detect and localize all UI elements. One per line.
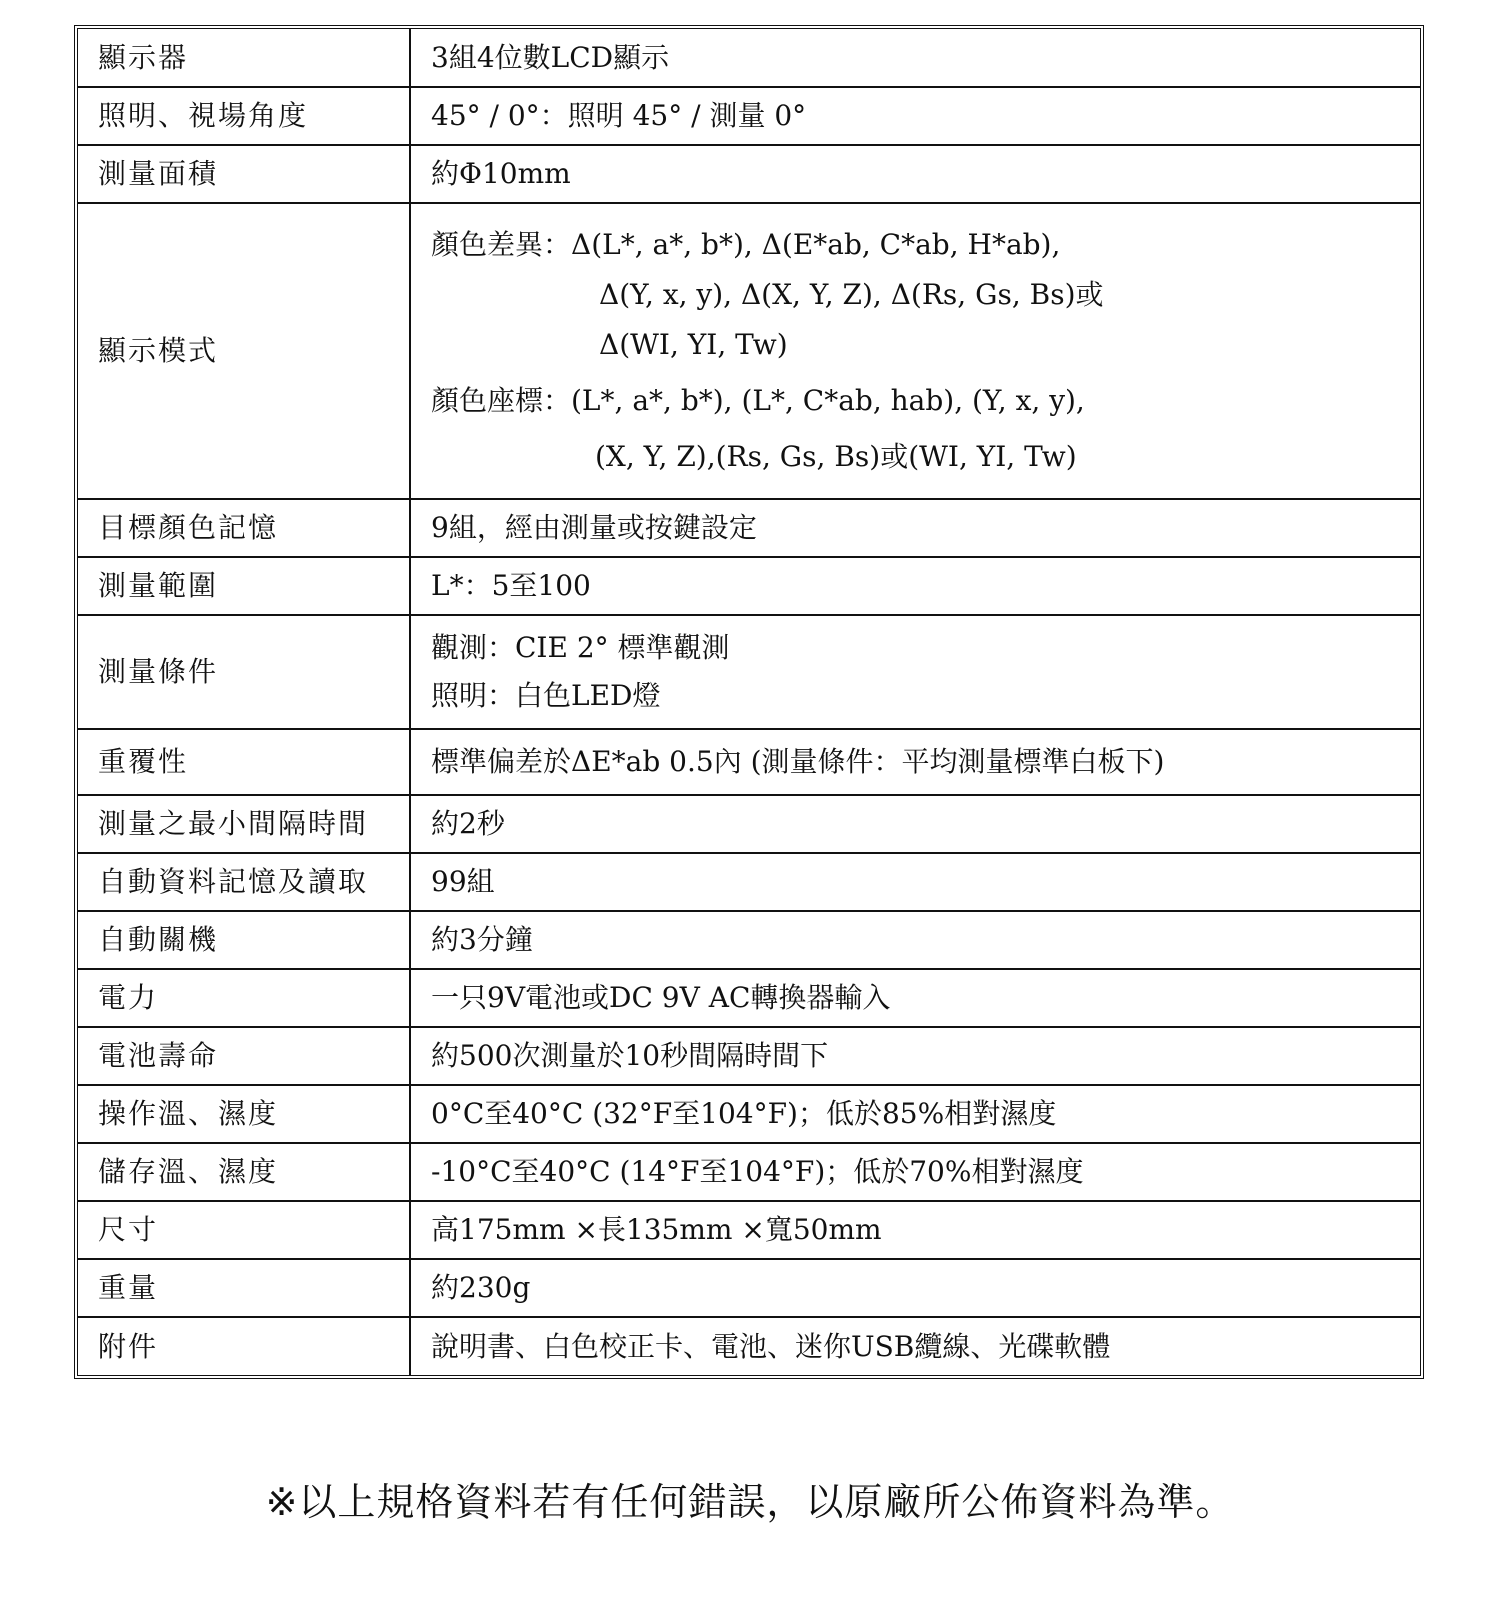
spec-label: 重量 bbox=[78, 1259, 410, 1317]
display-mode-line: 顏色座標：(L*, a*, b*), (L*, C*ab, hab), (Y, x, y), bbox=[431, 384, 1085, 417]
spec-value: 99組 bbox=[410, 853, 1420, 911]
spec-value: 約2秒 bbox=[410, 795, 1420, 853]
spec-label: 重覆性 bbox=[78, 729, 410, 795]
spec-value: 0°C至40°C (32°F至104°F)；低於85%相對濕度 bbox=[410, 1085, 1420, 1143]
spec-label: 自動資料記憶及讀取 bbox=[78, 853, 410, 911]
spec-label: 目標顏色記憶 bbox=[78, 499, 410, 557]
display-mode-line: 顏色差異：Δ(L*, a*, b*), Δ(E*ab, C*ab, H*ab), bbox=[431, 228, 1061, 261]
table-row bbox=[78, 1027, 1420, 1085]
disclaimer-footnote: ※以上規格資料若有任何錯誤，以原廠所公佈資料為準。 bbox=[265, 1480, 1235, 1524]
spec-label: 顯示器 bbox=[78, 29, 410, 87]
table-row bbox=[78, 853, 1420, 911]
display-mode-line: Δ(WI, YI, Tw) bbox=[599, 328, 788, 361]
spec-value bbox=[410, 615, 1420, 729]
spec-table-frame bbox=[74, 25, 1424, 1379]
spec-label: 測量之最小間隔時間 bbox=[78, 795, 410, 853]
table-row bbox=[78, 911, 1420, 969]
spec-value: 約230g bbox=[410, 1259, 1420, 1317]
spec-value: 高175mm ×長135mm ×寬50mm bbox=[410, 1201, 1420, 1259]
table-row bbox=[78, 203, 1420, 499]
spec-label: 照明、視場角度 bbox=[78, 87, 410, 145]
spec-label: 電力 bbox=[78, 969, 410, 1027]
table-row bbox=[78, 1143, 1420, 1201]
table-row bbox=[78, 1317, 1420, 1375]
table-row bbox=[78, 29, 1420, 87]
spec-label: 自動關機 bbox=[78, 911, 410, 969]
display-mode-line: Δ(Y, x, y), Δ(X, Y, Z), Δ(Rs, Gs, Bs)或 bbox=[599, 278, 1104, 311]
table-row bbox=[78, 1085, 1420, 1143]
spec-label: 電池壽命 bbox=[78, 1027, 410, 1085]
condition-line: 照明：白色LED燈 bbox=[431, 679, 661, 712]
spec-value: L*：5至100 bbox=[410, 557, 1420, 615]
spec-label: 操作溫、濕度 bbox=[78, 1085, 410, 1143]
spec-label: 尺寸 bbox=[78, 1201, 410, 1259]
table-row bbox=[78, 969, 1420, 1027]
table-row bbox=[78, 615, 1420, 729]
spec-label: 測量範圍 bbox=[78, 557, 410, 615]
spec-label: 顯示模式 bbox=[78, 203, 410, 499]
table-row bbox=[78, 729, 1420, 795]
table-row bbox=[78, 145, 1420, 203]
table-row bbox=[78, 1259, 1420, 1317]
spec-value: 標準偏差於ΔE*ab 0.5內 (測量條件：平均測量標準白板下) bbox=[410, 729, 1420, 795]
spec-label: 附件 bbox=[78, 1317, 410, 1375]
table-row bbox=[78, 1201, 1420, 1259]
spec-table bbox=[78, 29, 1420, 1375]
spec-label: 儲存溫、濕度 bbox=[78, 1143, 410, 1201]
table-row bbox=[78, 87, 1420, 145]
spec-value bbox=[410, 203, 1420, 499]
spec-label: 測量面積 bbox=[78, 145, 410, 203]
spec-value: 3組4位數LCD顯示 bbox=[410, 29, 1420, 87]
spec-label: 測量條件 bbox=[78, 615, 410, 729]
spec-value: 約500次測量於10秒間隔時間下 bbox=[410, 1027, 1420, 1085]
condition-line: 觀測：CIE 2° 標準觀測 bbox=[431, 631, 730, 664]
table-row bbox=[78, 795, 1420, 853]
spec-value: 45° / 0°：照明 45° / 測量 0° bbox=[410, 87, 1420, 145]
table-row bbox=[78, 499, 1420, 557]
spec-value: 9組，經由測量或按鍵設定 bbox=[410, 499, 1420, 557]
spec-value: 一只9V電池或DC 9V AC轉換器輸入 bbox=[410, 969, 1420, 1027]
spec-value: 約Φ10mm bbox=[410, 145, 1420, 203]
table-row bbox=[78, 557, 1420, 615]
spec-value: 說明書、白色校正卡、電池、迷你USB纜線、光碟軟體 bbox=[410, 1317, 1420, 1375]
spec-value: -10°C至40°C (14°F至104°F)；低於70%相對濕度 bbox=[410, 1143, 1420, 1201]
spec-value: 約3分鐘 bbox=[410, 911, 1420, 969]
display-mode-line: (X, Y, Z),(Rs, Gs, Bs)或(WI, YI, Tw) bbox=[595, 440, 1077, 473]
